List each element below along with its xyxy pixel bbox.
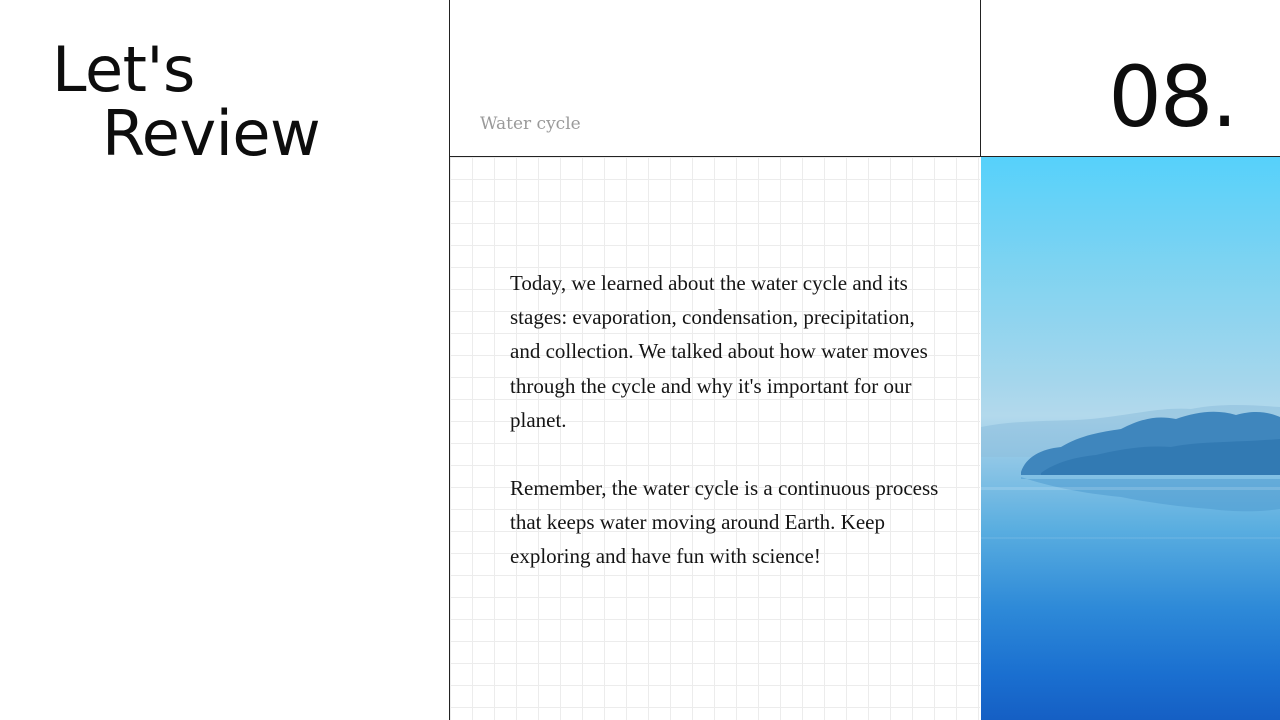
title-line-1: Let's	[52, 33, 195, 106]
lake-landscape-image	[981, 157, 1280, 720]
lake-landscape-illustration	[981, 157, 1280, 720]
section-label: Water cycle	[480, 114, 581, 134]
slide-number: 08.	[1108, 48, 1236, 146]
divider-vertical-right	[980, 0, 981, 157]
body-paragraph-1: Today, we learned about the water cycle and its stages: evaporation, condensation, precipitation, and collection. We talked about how water moves through the cycle and why it's important for our planet.	[510, 271, 928, 432]
body-text	[510, 266, 940, 574]
body-paragraph-2: Remember, the water cycle is a continuous process that keeps water moving around Earth. Keep exploring and have fun with science!	[510, 476, 939, 569]
title-line-2: Review	[102, 97, 321, 170]
slide-title	[52, 33, 432, 170]
